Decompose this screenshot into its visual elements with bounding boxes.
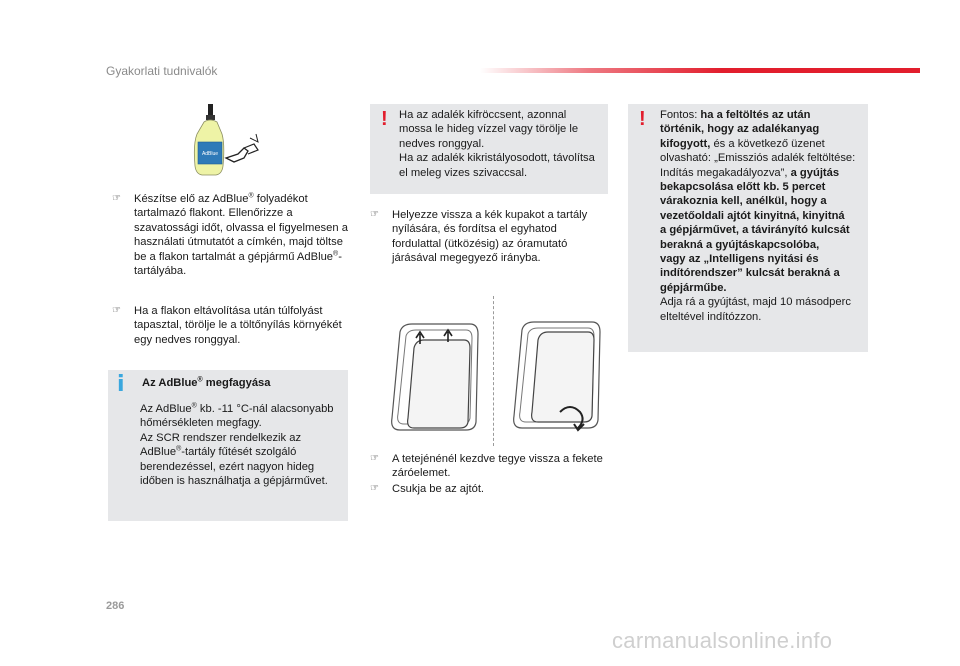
info-icon: i	[117, 372, 125, 397]
pointing-hand-icon: ☞	[370, 209, 379, 220]
pointing-hand-icon: ☞	[112, 305, 121, 316]
header-accent-bar	[480, 68, 920, 73]
info-box-body: Az AdBlue® kb. -11 °C-nál alacsonyabb hőmérsékleten megfagy. Az SCR rendszer rendelkezik az AdBlue®-tartály fűtését szolgáló berendezéssel, ezért nagyon hideg időben is használhatja a gépjárművet.	[140, 402, 334, 488]
instruction-refit-blue-cap: ☞ Helyezze vissza a kék kupakot a tartály nyílására, és fordítsa el egyhatod fordulattal (ütközésig) az óramutató járásával megegyező irányba.	[370, 209, 588, 265]
section-title: Gyakorlati tudnivalók	[106, 64, 218, 78]
warning-box-spill: ! Ha az adalék kifröccsent, azonnal mossa le hideg vízzel vagy törölje le nedves ronggyal. Ha az adalék kikristályosodott, távolítsa el meleg vizes szivaccsal.	[370, 104, 608, 194]
filler-cap-illustration-right	[508, 316, 604, 434]
warning-box-important: ! Fontos: ha a feltöltés az után történik, hogy az adalékanyag kifogyott, és a következő üzenet olvasható: „Emissziós adalék feltöltése: Indítás megakadályozva”, a gyújtás bekapcsolása előtt kb. 5 percet várakoznia kell, anélkül, hogy a vezetőoldali ajtót kinyitná, kinyitná a gépjárművet, a távirányító kulcsát berakná a gyújtáskapcsolóba, vagy az „Intelligens nyitási és indítórendszer” kulcsát berakná a gépjárműbe. Adja rá a gyújtást, majd 10 másodperc elteltével indítózzon.	[628, 104, 868, 352]
instruction-refit-black-seal: ☞ A tetejénénél kezdve tegye vissza a fekete záróelemet.	[370, 453, 603, 480]
adblue-bottle-illustration	[186, 104, 266, 178]
filler-cover-icon	[386, 318, 482, 434]
page-number: 286	[106, 600, 125, 612]
filler-cover-close-icon	[508, 316, 604, 434]
illustration-divider	[493, 296, 494, 446]
instruction-wipe-spill: ☞ Ha a flakon eltávolítása után túlfolyást tapasztal, törölje le a töltőnyílás környékét egy nedves ronggyal.	[112, 305, 342, 346]
pointing-hand-icon: ☞	[370, 453, 379, 464]
info-box-title: Az AdBlue® megfagyása	[142, 376, 271, 389]
svg-text:AdBlue: AdBlue	[201, 151, 219, 157]
filler-cap-illustration-left	[386, 318, 482, 434]
instruction-close-door: ☞ Csukja be az ajtót.	[370, 483, 485, 495]
pointing-hand-icon: ☞	[112, 193, 121, 204]
info-box-freezing	[108, 370, 348, 521]
instruction-prepare-bottle: ☞ Készítse elő az AdBlue® folyadékot tartalmazó flakont. Ellenőrizze a szavatossági időt, olvassa el figyelmesen a használati útmutatót a címkén, majd töltse be a flakon tartalmát a gépjármű AdBlue®- tartályába.	[112, 192, 348, 278]
footer-watermark: carmanualsonline.info	[612, 628, 833, 653]
adblue-bottle-icon	[186, 104, 266, 178]
warning-exclamation-icon: !	[639, 108, 646, 130]
warning-exclamation-icon: !	[381, 108, 388, 130]
pointing-hand-icon: ☞	[370, 483, 379, 494]
